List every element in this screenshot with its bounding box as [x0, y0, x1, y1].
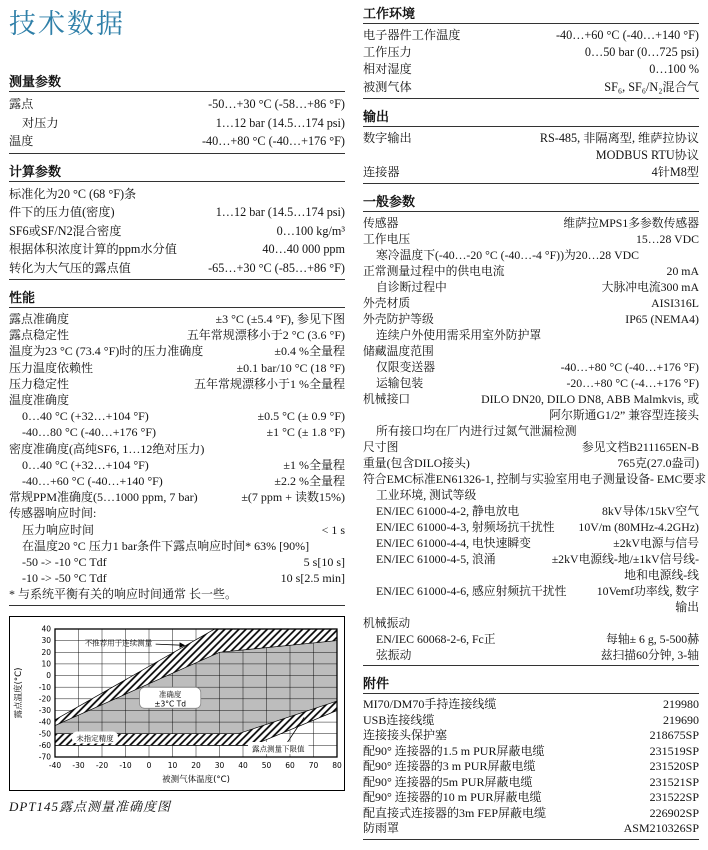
spec-row [363, 391, 699, 407]
spec-label: -40…+60 °C (-40…+140 °F) [22, 474, 163, 489]
spec-row [363, 247, 699, 263]
spec-row [9, 473, 345, 489]
section-title: 一般参数 [363, 194, 699, 212]
spec-label: 压力温度依赖性 [9, 360, 94, 375]
spec-value: 5 s[10 s] [303, 555, 345, 570]
spec-label: 传感器 [363, 216, 399, 231]
accuracy-chart-figure [9, 616, 345, 791]
y-axis-label: 露点温度(°C) [14, 667, 24, 719]
spec-value: 大脉冲电流300 mA [601, 280, 699, 295]
spec-row [363, 79, 699, 96]
spec-row [9, 538, 345, 554]
spec-row [9, 185, 345, 204]
spec-row [363, 343, 699, 359]
spec-value: 兹扫描60分钟, 3-轴 [600, 648, 699, 663]
spec-label: 重量(包含DILO接头) [363, 456, 470, 471]
spec-row [363, 423, 699, 439]
section-title: 工作环境 [363, 6, 699, 24]
spec-row [9, 408, 345, 424]
spec-row [363, 535, 699, 551]
spec-label: 常规PPM准确度(5…1000 ppm, 7 bar) [9, 490, 198, 505]
spec-value: 五年常规漂移小于1 %全量程 [194, 376, 345, 391]
y-tick-label: 20 [41, 647, 51, 657]
spec-label: 连接器 [363, 165, 400, 180]
spec-value: ±2kV电源线-地/±1kV信号线- [551, 552, 699, 567]
spec-row [363, 359, 699, 375]
spec-section [9, 74, 345, 154]
spec-label: EN/IEC 61000-4-4, 电快速瞬变 [376, 536, 531, 551]
y-tick-label: -30 [38, 705, 51, 715]
spec-label: 电子器件工作温度 [363, 28, 461, 42]
chart-annotation: 准确度 [158, 689, 182, 699]
spec-row [9, 441, 345, 457]
chart-annotation: 不推荐用于连续测量 [84, 638, 153, 648]
spec-label: 机械振动 [363, 616, 411, 631]
spec-label: 件下的压力值(密度) [9, 205, 115, 219]
spec-row [9, 132, 345, 151]
spec-row [9, 505, 345, 521]
x-tick-label: 40 [238, 760, 248, 770]
spec-value: 4针M8型 [651, 165, 699, 180]
spec-row [363, 775, 699, 791]
spec-label: 连接接头保护塞 [363, 728, 448, 743]
spec-row [363, 821, 699, 837]
spec-value: ±3 °C (±5.4 °F), 参见下图 [215, 312, 345, 326]
spec-row [9, 554, 345, 570]
spec-row [363, 567, 699, 583]
section-title: 附件 [363, 676, 699, 694]
right-column [363, 6, 707, 850]
spec-section [9, 290, 345, 606]
spec-section [363, 109, 699, 185]
spec-label: 工作压力 [363, 45, 412, 60]
spec-label: 标准化为20 °C (68 °F)条 [9, 186, 137, 201]
section-rows [9, 182, 345, 281]
y-tick-label: -60 [38, 740, 51, 750]
spec-row [9, 489, 345, 505]
spec-row [9, 327, 345, 343]
spec-value: < 1 s [321, 522, 345, 537]
spec-value: -20…+80 °C (-4…+176 °F) [566, 376, 699, 391]
spec-row [363, 295, 699, 311]
spec-label: 压力稳定性 [9, 376, 70, 391]
spec-row [363, 503, 699, 519]
spec-label: 尺寸图 [363, 440, 399, 455]
spec-row [9, 114, 345, 133]
section-rows [9, 308, 345, 606]
x-tick-label: -30 [72, 760, 85, 770]
spec-label: 对压力 [22, 115, 59, 130]
spec-label: 储藏温度范围 [363, 344, 434, 359]
spec-row [363, 806, 699, 822]
x-tick-label: 0 [146, 760, 152, 770]
spec-row [363, 147, 699, 164]
spec-label: EN/IEC 61000-4-5, 浪涌 [376, 552, 496, 567]
spec-value: 维萨拉MPS1多参数传感器 [563, 216, 699, 231]
spec-label: 温度准确度 [9, 393, 70, 408]
spec-label: -50 -> -10 °C Tdf [22, 555, 107, 570]
spec-value: ±0.4 %全量程 [274, 344, 345, 359]
spec-row [363, 407, 699, 423]
y-tick-label: 40 [41, 624, 51, 634]
spec-label: 被测气体 [363, 79, 412, 94]
spec-row [9, 222, 345, 241]
spec-value: -50…+30 °C (-58…+86 °F) [208, 97, 345, 111]
spec-row [363, 44, 699, 61]
spec-value: ±0.1 bar/10 °C (18 °F) [236, 360, 345, 375]
x-tick-label: -40 [48, 760, 62, 770]
spec-label: 运输包装 [376, 376, 424, 391]
spec-label: 配90° 连接器的1.5 m PUR屏蔽电缆 [363, 743, 545, 758]
spec-row [363, 455, 699, 471]
x-tick-label: 50 [261, 760, 272, 770]
spec-row [9, 240, 345, 259]
spec-row [363, 631, 699, 647]
spec-value: 0…100 % [649, 62, 699, 77]
spec-value: 1…12 bar (14.5…174 psi) [215, 205, 345, 219]
spec-section [363, 676, 699, 840]
spec-value: 765克(27.0盎司) [617, 456, 699, 471]
spec-value: 每轴± 6 g, 5-500赫 [606, 632, 699, 647]
spec-value: 231520SP [649, 759, 699, 774]
spec-label: USB连接线缆 [363, 712, 435, 727]
spec-value: 231521SP [649, 774, 699, 789]
spec-value: -40…+80 °C (-40…+176 °F) [560, 360, 699, 375]
spec-value: 输出 [675, 600, 699, 615]
spec-label: 根据体积浓度计算的ppm水分值 [9, 242, 177, 256]
spec-row [363, 713, 699, 729]
spec-row [363, 615, 699, 631]
spec-label: EN/IEC 61000-4-2, 静电放电 [376, 504, 520, 519]
spec-row [9, 570, 345, 586]
accuracy-chart [11, 621, 345, 789]
spec-row [9, 376, 345, 392]
left-column [9, 6, 345, 850]
spec-row [363, 744, 699, 760]
spec-row [363, 439, 699, 455]
spec-value: MODBUS RTU协议 [595, 148, 699, 163]
spec-value: SF₆, SF₆/N₂混合气 [604, 79, 699, 94]
section-title: 性能 [9, 290, 345, 308]
spec-value: 20 mA [666, 264, 699, 279]
chart-annotation: 露点测量下限值 [252, 744, 305, 754]
spec-value: ±1 °C (± 1.8 °F) [266, 425, 345, 440]
spec-label: 露点 [9, 97, 34, 111]
spec-label: 连续户外使用需采用室外防护罩 [376, 328, 542, 343]
spec-label: 外壳防护等级 [363, 312, 434, 327]
spec-label: 配直接式连接器的3m FEP屏蔽电缆 [363, 805, 547, 820]
x-tick-label: -20 [95, 760, 109, 770]
left-sections [9, 74, 345, 606]
section-title: 输出 [363, 109, 699, 127]
spec-value: 0…50 bar (0…725 psi) [584, 45, 699, 60]
spec-row [9, 522, 345, 538]
spec-row [363, 311, 699, 327]
spec-label: -10 -> -50 °C Tdf [22, 571, 107, 586]
spec-value: -40…+80 °C (-40…+176 °F) [202, 134, 345, 148]
section-rows [363, 24, 699, 99]
spec-value: 0…100 kg/m³ [276, 223, 345, 238]
spec-row [363, 130, 699, 147]
spec-value: 地和电源线-线 [624, 568, 699, 583]
spec-value: IP65 (NEMA4) [625, 312, 699, 327]
spec-label: 密度准确度(高纯SF6, 1…12绝对压力) [9, 441, 205, 456]
spec-row [363, 759, 699, 775]
spec-row [9, 95, 345, 114]
x-tick-label: 20 [191, 760, 201, 770]
spec-label: 外壳材质 [363, 296, 411, 311]
spec-label: 机械接口 [363, 392, 411, 407]
spec-row [9, 586, 345, 602]
spec-row [363, 647, 699, 663]
spec-row [363, 471, 707, 487]
x-axis-label: 被测气体温度(°C) [162, 774, 230, 785]
chart-annotation: ±3°C Td [154, 698, 187, 708]
spec-label: EN/IEC 61000-4-3, 射频场抗干扰性 [376, 520, 555, 535]
spec-row [9, 259, 345, 278]
spec-value: 1…12 bar (14.5…174 psi) [215, 115, 345, 130]
spec-label: 所有接口均在厂内进行过氮气泄漏检测 [376, 424, 577, 439]
section-rows [9, 92, 345, 154]
x-tick-label: 30 [214, 760, 225, 770]
spec-section [9, 164, 345, 281]
spec-label: 0…40 °C (+32…+104 °F) [22, 409, 149, 424]
spec-value: DILO DN20, DILO DN8, ABB Malmkvis, 或 [481, 392, 699, 407]
spec-row [363, 215, 699, 231]
spec-value: -65…+30 °C (-85…+86 °F) [208, 260, 345, 275]
spec-value: ±1 %全量程 [283, 457, 345, 472]
chart-annotation: 未指定精度 [76, 733, 114, 743]
x-tick-label: 70 [308, 760, 319, 770]
spec-section [363, 194, 707, 666]
section-title: 测量参数 [9, 74, 345, 92]
spec-row [9, 311, 345, 327]
spec-value: ±2.2 %全量程 [274, 474, 345, 489]
spec-label: 工业环境, 测试等级 [376, 488, 477, 503]
spec-value: 五年常规漂移小于2 °C (3.6 °F) [186, 328, 345, 343]
y-tick-label: 10 [41, 659, 51, 669]
spec-label: 配90° 连接器的10 m PUR屏蔽电缆 [363, 790, 542, 805]
spec-label: 转化为大气压的露点值 [9, 260, 131, 275]
spec-label: 温度为23 °C (73.4 °F)时的压力准确度 [9, 344, 204, 359]
spec-label: 弦振动 [376, 648, 412, 663]
spec-row [363, 61, 699, 78]
spec-row [9, 392, 345, 408]
spec-label: 数字输出 [363, 130, 412, 145]
spec-row [363, 790, 699, 806]
x-tick-label: 60 [285, 760, 295, 770]
spec-label: MI70/DM70手持连接线缆 [363, 697, 497, 712]
spec-label: 露点准确度 [9, 312, 70, 326]
spec-row [9, 457, 345, 473]
spec-value: 219690 [663, 712, 699, 727]
spec-label: 仅限变送器 [376, 360, 435, 375]
section-rows [363, 694, 699, 840]
spec-value: 40…40 000 ppm [262, 242, 345, 256]
spec-value: 219980 [663, 697, 699, 712]
spec-label: 寒冷温度下(-40…-20 °C (-40…-4 °F))为20…28 VDC [376, 248, 640, 263]
y-tick-label: 30 [41, 635, 51, 645]
y-tick-label: -10 [38, 682, 51, 692]
spec-value: ±(7 ppm + 读数15%) [241, 490, 345, 505]
section-rows [363, 212, 707, 666]
y-tick-label: 0 [46, 670, 51, 680]
spec-label: EN/IEC 61000-4-6, 感应射频抗干扰性 [376, 584, 567, 599]
spec-value: 参见文档B211165EN-B [581, 440, 699, 455]
spec-label: 0…40 °C (+32…+104 °F) [22, 457, 149, 472]
spec-row [363, 487, 699, 503]
spec-label: * 与系统平衡有关的响应时间通常 长一些。 [9, 587, 238, 602]
x-tick-label: 10 [167, 760, 178, 770]
y-tick-label: -20 [38, 694, 51, 704]
spec-value: RS-485, 非隔离型, 维萨拉协议 [539, 130, 699, 145]
page-title: 技术数据 [9, 9, 125, 39]
spec-label: EN/IEC 60068-2-6, Fc正 [376, 632, 496, 647]
spec-value: 阿尔斯通G1/2” 兼容型连接头 [549, 408, 699, 423]
spec-value: 15…28 VDC [635, 232, 699, 247]
spec-row [363, 327, 699, 343]
right-sections [363, 6, 707, 840]
section-rows [363, 127, 699, 185]
spec-label: -40…80 °C (-40…+176 °F) [22, 425, 157, 440]
spec-label: 正常测量过程中的供电电流 [363, 264, 505, 279]
spec-row [363, 375, 699, 391]
spec-section [363, 6, 699, 99]
spec-row [363, 519, 699, 535]
spec-value: 231522SP [649, 790, 699, 805]
spec-value: -40…+60 °C (-40…+140 °F) [556, 28, 699, 42]
spec-label: 配90° 连接器的3 m PUR屏蔽电缆 [363, 759, 536, 774]
spec-value: 231519SP [649, 743, 699, 758]
spec-row [9, 343, 345, 359]
spec-label: 压力响应时间 [22, 522, 95, 537]
spec-row [9, 360, 345, 376]
spec-value: AISI316L [651, 296, 699, 311]
section-title: 计算参数 [9, 164, 345, 182]
spec-value: 10V/m (80MHz-4.2GHz) [578, 520, 699, 535]
spec-value: 10 s[2.5 min] [280, 571, 345, 586]
spec-row [363, 231, 699, 247]
spec-row [9, 424, 345, 440]
spec-row [363, 263, 699, 279]
spec-row [363, 27, 699, 44]
spec-row [363, 583, 699, 599]
spec-label: 配90° 连接器的5m PUR屏蔽电缆 [363, 774, 533, 789]
chart-caption: DPT145露点测量准确度图 [9, 798, 172, 814]
spec-row [9, 203, 345, 222]
spec-row [363, 599, 699, 615]
spec-value: ±0.5 °C (± 0.9 °F) [257, 409, 345, 424]
spec-row [363, 728, 699, 744]
spec-label: 传感器响应时间: [9, 506, 97, 521]
spec-label: SF6或SF/N2混合密度 [9, 223, 122, 238]
spec-value: ±2kV电源与信号 [613, 536, 699, 551]
y-tick-label: -50 [38, 728, 51, 738]
spec-row [363, 551, 699, 567]
x-tick-label: -10 [119, 760, 132, 770]
spec-label: 工作电压 [363, 232, 411, 247]
spec-label: 温度 [9, 134, 34, 148]
spec-value: 10Vemf功率线, 数字 [596, 584, 699, 599]
spec-row [363, 697, 699, 713]
spec-label: 相对湿度 [363, 62, 412, 77]
spec-row [363, 279, 699, 295]
spec-value: ASM210326SP [623, 821, 699, 836]
spec-label: 在温度20 °C 压力1 bar条件下露点响应时间* 63% [90%] [22, 538, 310, 553]
spec-label: 露点稳定性 [9, 328, 70, 343]
spec-row [363, 164, 699, 181]
spec-value: 8kV导体/15kV空气 [602, 504, 699, 519]
spec-value: 226902SP [649, 805, 699, 820]
x-tick-label: 80 [332, 760, 342, 770]
spec-label: 自诊断过程中 [376, 280, 447, 295]
spec-label: 防雨罩 [363, 821, 400, 836]
spec-label: 符合EMC标准EN61326-1, 控制与实验室用电子测量设备- EMC要求 [363, 472, 707, 487]
y-tick-label: -70 [38, 752, 51, 762]
spec-value: 218675SP [649, 728, 699, 743]
y-tick-label: -40 [38, 717, 51, 727]
